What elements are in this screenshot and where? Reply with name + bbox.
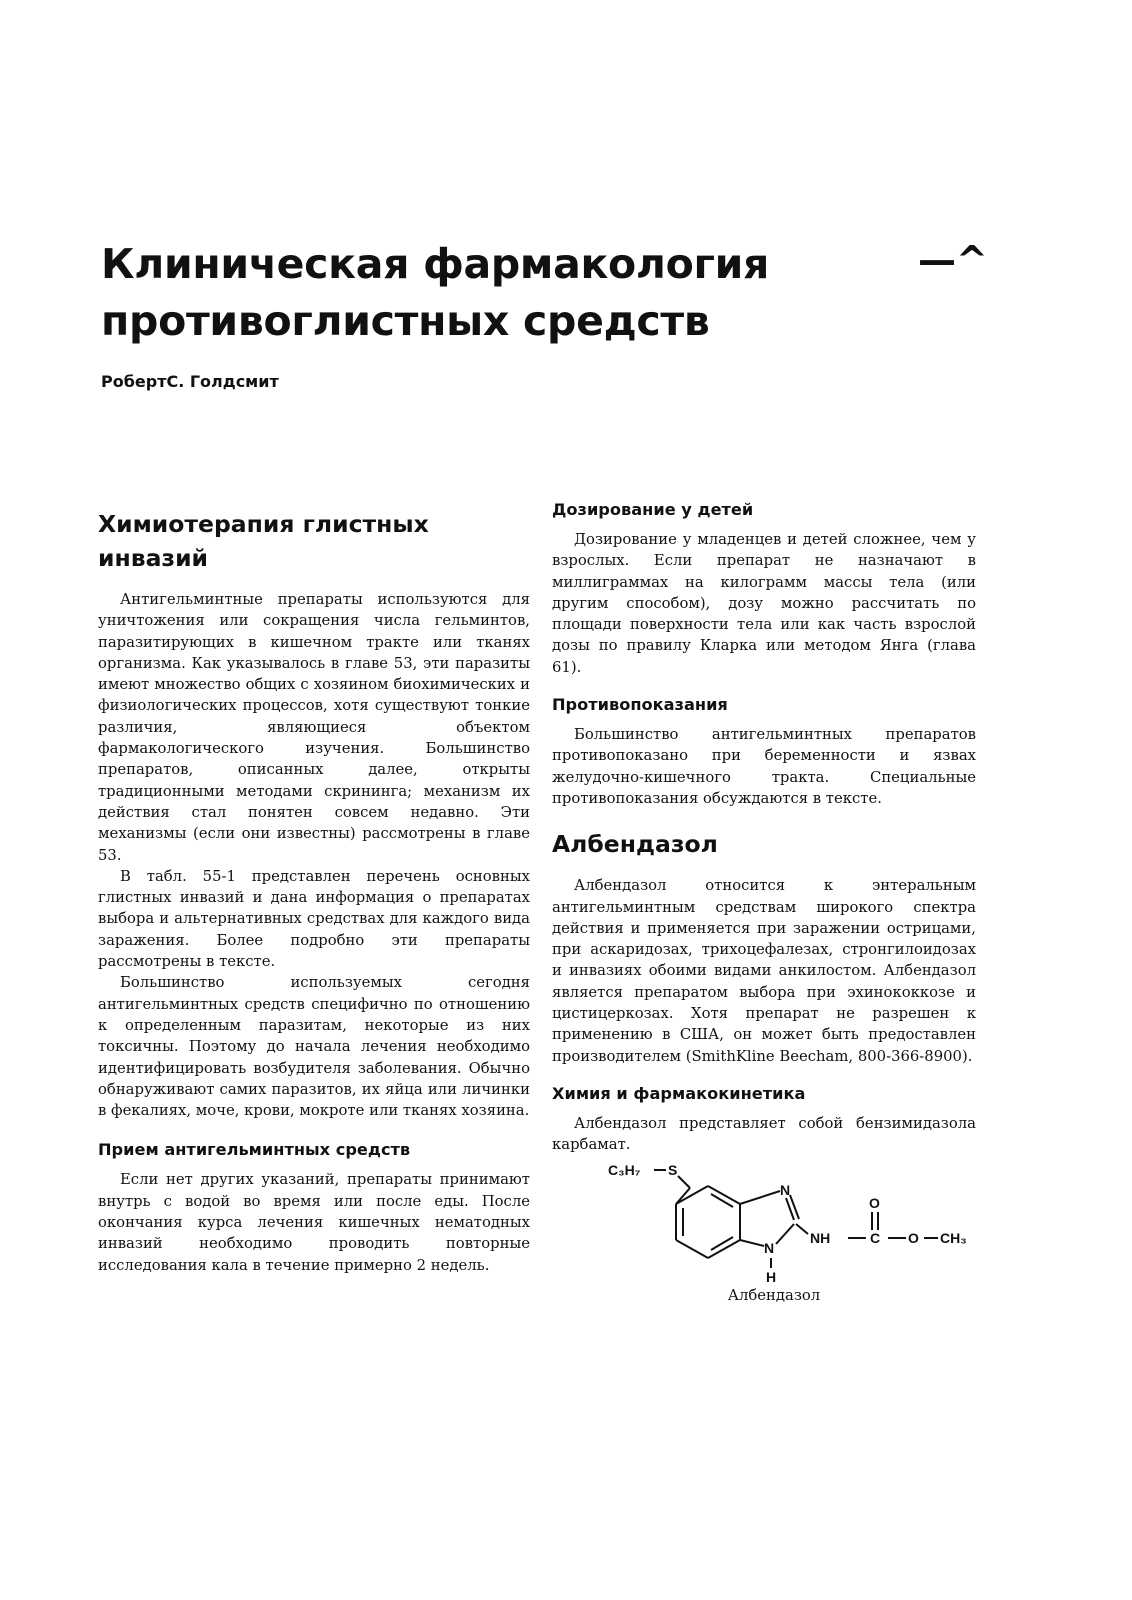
propyl-label: C₃H₇ (608, 1161, 641, 1178)
nitrogen-bottom-label: N (764, 1239, 775, 1256)
chapter-mark: —^ (918, 238, 988, 282)
nitrogen-top-label: N (780, 1181, 791, 1198)
paragraph: В табл. 55-1 представлен перечень основных глистных инвазий и дана информация о препаратах выбора и альтернативных средствах для каждого вида заражения. Более подробно эти препараты рассмотрены в тексте. (98, 867, 530, 971)
subsection-title-dosing: Дозирование у детей (552, 500, 754, 519)
carbonyl-oxygen-label: O (869, 1194, 880, 1211)
paragraph: Дозирование у младенцев и детей сложнее, чем у взрослых. Если препарат не назначают в миллиграммах на килограмм массы тела (или другим способом), дозу можно рассчитать по площади поверхности тела или как часть взрослой дозы по правилу Кларка или методом Янга (глава 61). (552, 531, 976, 676)
albendazole-structure-diagram (608, 1158, 967, 1285)
paragraph: Большинство антигельминтных препаратов противопоказано при беременности и язвах желудочно-кишечного тракта. Специальные противопоказания обсуждаются в тексте. (552, 726, 976, 807)
methyl-label: CH₃ (940, 1229, 967, 1246)
author: РобертС. Голдсмит (101, 372, 279, 391)
chapter-title (101, 236, 861, 350)
paragraph: Албендазол относится к энтеральным антигельминтным средствам широкого спектра действия и применяется при заражении острицами, при аскаридозах, трихоцефалезах, стронгилоидозах и инвазиях обоими видами анкилостом. Албендазол является препаратом выбора при эхинококкозе и цистицеркозах. Хотя препарат не разрешен к применению в США, он может быть предоставлен производителем (SmithKline Beecham, 800-366-8900). (552, 877, 976, 1065)
figure-caption: Албендазол (727, 1286, 821, 1304)
sulfur-label: S (668, 1161, 678, 1178)
ester-oxygen-label: O (908, 1229, 919, 1246)
amine-label: NH (810, 1229, 831, 1246)
paragraph: Большинство используемых сегодня антигельминтных средств специфично по отношению к определенным паразитам, некоторые из них токсичны. Поэтому до начала лечения необходимо идентифицировать возбудителя заболевания. Обычно обнаруживают самих паразитов, их яйца или личинки в фекалиях, моче, крови, мокроте или тканях хозяина. (98, 974, 530, 1120)
subsection-title-intake: Прием антигельминтных средств (98, 1140, 411, 1160)
carbon-label: C (870, 1229, 881, 1246)
section-title-albendazole: Албендазол (552, 830, 718, 859)
subsection-title-chemistry: Химия и фармакокинетика (552, 1083, 806, 1103)
paragraph: Если нет других указаний, препараты принимают внутрь с водой во время или после еды. После окончания курса лечения кишечных нематодных инвазий необходимо проводить повторные исследования кала в течение примерно 2 недель. (98, 1171, 530, 1274)
chapter-title-line-2: противоглистных средств (101, 297, 710, 345)
right-column (552, 499, 976, 1306)
hydrogen-label: H (766, 1268, 777, 1285)
left-column (98, 507, 530, 1276)
subsection-title-contraindications: Противопоказания (552, 695, 728, 715)
section-title-chemotherapy (98, 507, 530, 575)
section-title-line-2: инвазий (98, 544, 209, 572)
section-title-line-1: Химиотерапия глистных (98, 510, 429, 538)
structure-bonds (654, 1170, 938, 1268)
paragraph: Антигельминтные препараты используются для уничтожения или сокращения числа гельминтов, паразитирующих в кишечном тракте или тканях организма. Как указывалось в главе 53, эти паразиты имеют множество общих с хозяином биохимических и физиологических процессов, хотя существуют тонкие различия, являющиеся объектом фармакологического изучения. Большинство препаратов, описанных далее, открыты традиционными методами скрининга; механизм их действия стал понятен совсем недавно. Эти механизмы (если они известны) рассмотрены в главе 53. (98, 591, 530, 864)
paragraph: Албендазол представляет собой бензимидазола карбамат. (552, 1114, 976, 1154)
chapter-title-line-1: Клиническая фармакология (101, 240, 770, 288)
